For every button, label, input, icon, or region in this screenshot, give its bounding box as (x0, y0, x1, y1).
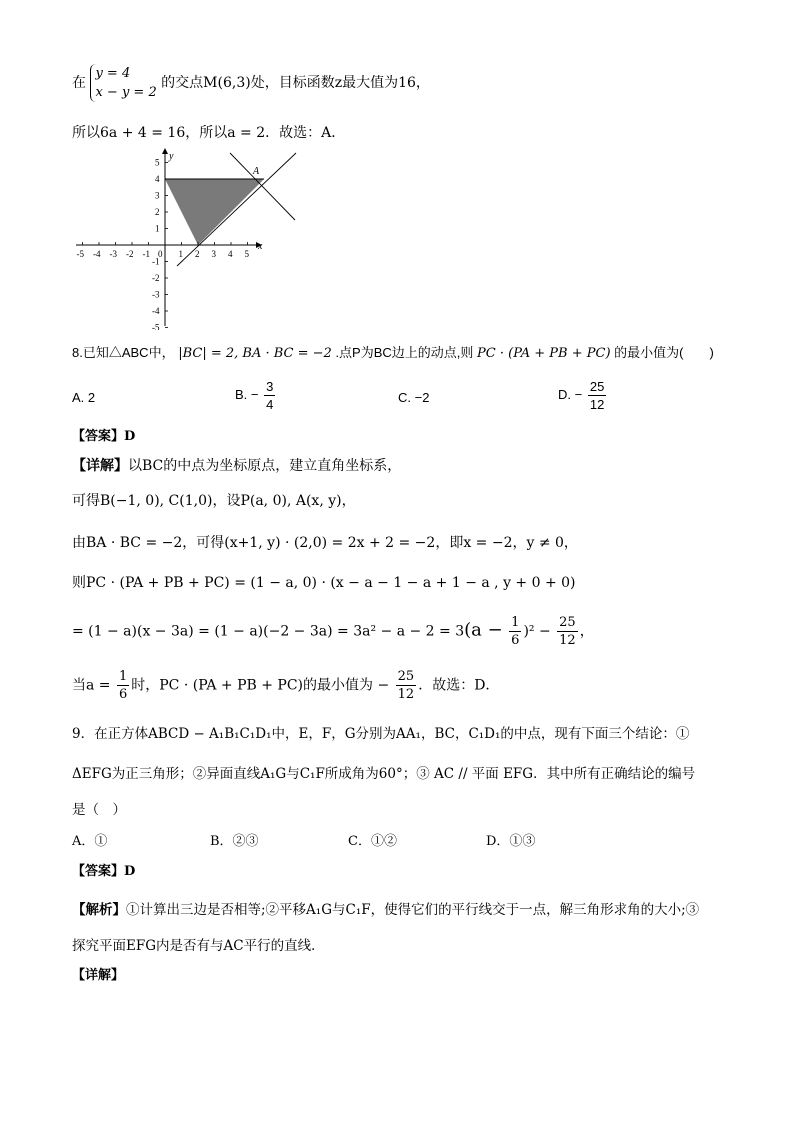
q9-analysis-text-1: ①计算出三边是否相等;②平移A₁G与C₁F，使得它们的平行线交于一点，解三角形求角的大小;③ (126, 902, 700, 918)
x-tick-label: 0 (158, 249, 163, 259)
q9-option-a: A．① (72, 834, 108, 849)
x-tick-label: -1 (142, 249, 150, 259)
q8-step-5-part-c: ．故选：D． (418, 677, 500, 694)
q8-step-5 (72, 668, 499, 703)
q9-stem-line-2: ΔEFG为正三角形；②异面直线A₁G与C₁F所成角为60°；③ AC // 平面 EFG．其中所有正确结论的编号 (72, 766, 696, 782)
q8-option-a: A. 2 (72, 390, 96, 405)
q9-analysis-line-1 (72, 898, 699, 918)
x-tick-label: -3 (109, 249, 117, 259)
y-tick-label: 3 (155, 190, 160, 201)
equation-system (90, 64, 156, 102)
y-tick-label: 2 (155, 207, 160, 217)
q8-step-1: 可得B(−1, 0), C(1,0)，设P(a, 0), A(x, y)， (72, 493, 356, 509)
q8-detail-line (72, 455, 401, 475)
q8-step-4 (72, 614, 594, 649)
text-line-conclusion: 所以6a + 4 = 16，所以a = 2．故选：A． (72, 125, 346, 141)
q8-option-d-frac: $\frac{25}{12}$ (589, 379, 605, 412)
q8-step-4-part-d: ， (579, 623, 594, 640)
q8-option-d-label: D. (558, 386, 571, 402)
q8-step-4-frac-2: $\frac{25}{12}$ (559, 615, 576, 648)
q8-step-4-part-c: )² − (523, 623, 551, 640)
q8-option-c: C. −2 (398, 390, 430, 405)
q8-stem-part2: |BC| = 2, BA · BC = −2 (178, 346, 332, 361)
x-tick-label: -4 (93, 249, 101, 259)
q8-option-b-sign: − (250, 386, 259, 402)
x-tick-label: 3 (211, 249, 216, 259)
q8-answer: 【答案】D (72, 429, 136, 444)
q8-step-5-part-a: 当a = (72, 677, 111, 694)
x-axis-label: x (258, 241, 263, 252)
x-tick-label: -2 (126, 249, 134, 259)
q8-step-4-part-b: (a − (464, 619, 503, 641)
q8-option-b-label: B. (235, 386, 248, 402)
q8-detail-text: 以BC的中点为坐标原点，建立直角坐标系， (128, 458, 402, 474)
q8-step-5-part-b: 时，PC · (PA + PB + PC)的最小值为 − (131, 677, 390, 694)
x-tick-label: 4 (228, 249, 233, 259)
equation-1: y = 4 (95, 66, 131, 81)
y-tick-label: -4 (152, 306, 160, 316)
y-tick-label: 4 (155, 174, 160, 184)
q9-answer: 【答案】D (72, 864, 136, 879)
feasible-region-graph (70, 148, 310, 330)
point-a-label: A (253, 166, 260, 177)
q8-option-b (235, 378, 277, 413)
y-tick-label: 1 (155, 223, 160, 234)
y-tick-label: -5 (152, 322, 160, 330)
q8-step-3: 则PC · (PA + PB + PC) = (1 − a, 0) · (x − a − 1 − a + 1 − a , y + 0 + 0) (72, 575, 576, 591)
x-tick-label: 5 (244, 249, 249, 259)
equation-2: x − y = 2 (95, 85, 157, 100)
q9-stem-line-1: 9．在正方体ABCD − A₁B₁C₁D₁中，E，F，G分别为AA₁，BC，C₁D₁的中点，现有下面三个结论：① (72, 726, 690, 742)
x-tick-label: 1 (178, 249, 183, 259)
x-tick-label: -5 (76, 249, 84, 259)
q8-option-d (558, 378, 608, 413)
text-suffix: 的交点M(6,3)处，目标函数z最大值为16， (161, 75, 430, 91)
q8-step-2: 由BA · BC = −2，可得(x+1, y) · (2,0) = 2x + 2 = −2，即x = −2，y ≠ 0， (72, 535, 578, 551)
q8-step-4-part-a: = (1 − a)(x − 3a) = (1 − a)(−2 − 3a) = 3a² − a − 2 = 3 (72, 623, 465, 640)
q9-option-d: D．①③ (486, 834, 536, 849)
text-prefix: 在 (72, 75, 86, 91)
q9-option-b: B．②③ (210, 834, 259, 849)
q8-stem-part5: 的最小值为( ) (614, 345, 714, 360)
q9-stem-line-3: 是（ ） (72, 802, 126, 818)
q8-stem (72, 342, 714, 361)
shaded-region (165, 179, 264, 245)
q9-detail-title: 【详解】 (72, 968, 125, 983)
q8-option-b-frac: $\frac{3}{4}$ (266, 379, 274, 412)
q8-option-d-sign: − (574, 386, 583, 402)
y-tick-label: -2 (152, 273, 160, 283)
y-axis-label: y (169, 151, 174, 162)
q8-step-5-frac-2: $\frac{25}{12}$ (397, 669, 415, 702)
q8-stem-part4: PC · (PA + PB + PC) (477, 346, 611, 361)
q8-step-4-frac-1: $\frac{1}{6}$ (511, 615, 520, 648)
q8-step-5-frac-1: $\frac{1}{6}$ (118, 669, 128, 702)
text-line-intersection (72, 64, 430, 102)
y-tick-label: -1 (152, 256, 160, 267)
q9-option-c: C．①② (348, 834, 397, 849)
y-tick-label: -3 (152, 289, 160, 300)
q8-detail-title: 【详解】 (72, 458, 128, 474)
q8-stem-part1: 8.已知△ABC中， (72, 345, 175, 360)
q9-analysis-line-2: 探究平面EFG内是否有与AC平行的直线． (72, 938, 325, 954)
x-tick-label: 2 (195, 249, 200, 259)
q9-analysis-title: 【解析】 (72, 902, 126, 918)
q8-stem-part3: .点P为BC边上的动点,则 (335, 345, 474, 360)
y-tick-label: 5 (155, 157, 160, 168)
